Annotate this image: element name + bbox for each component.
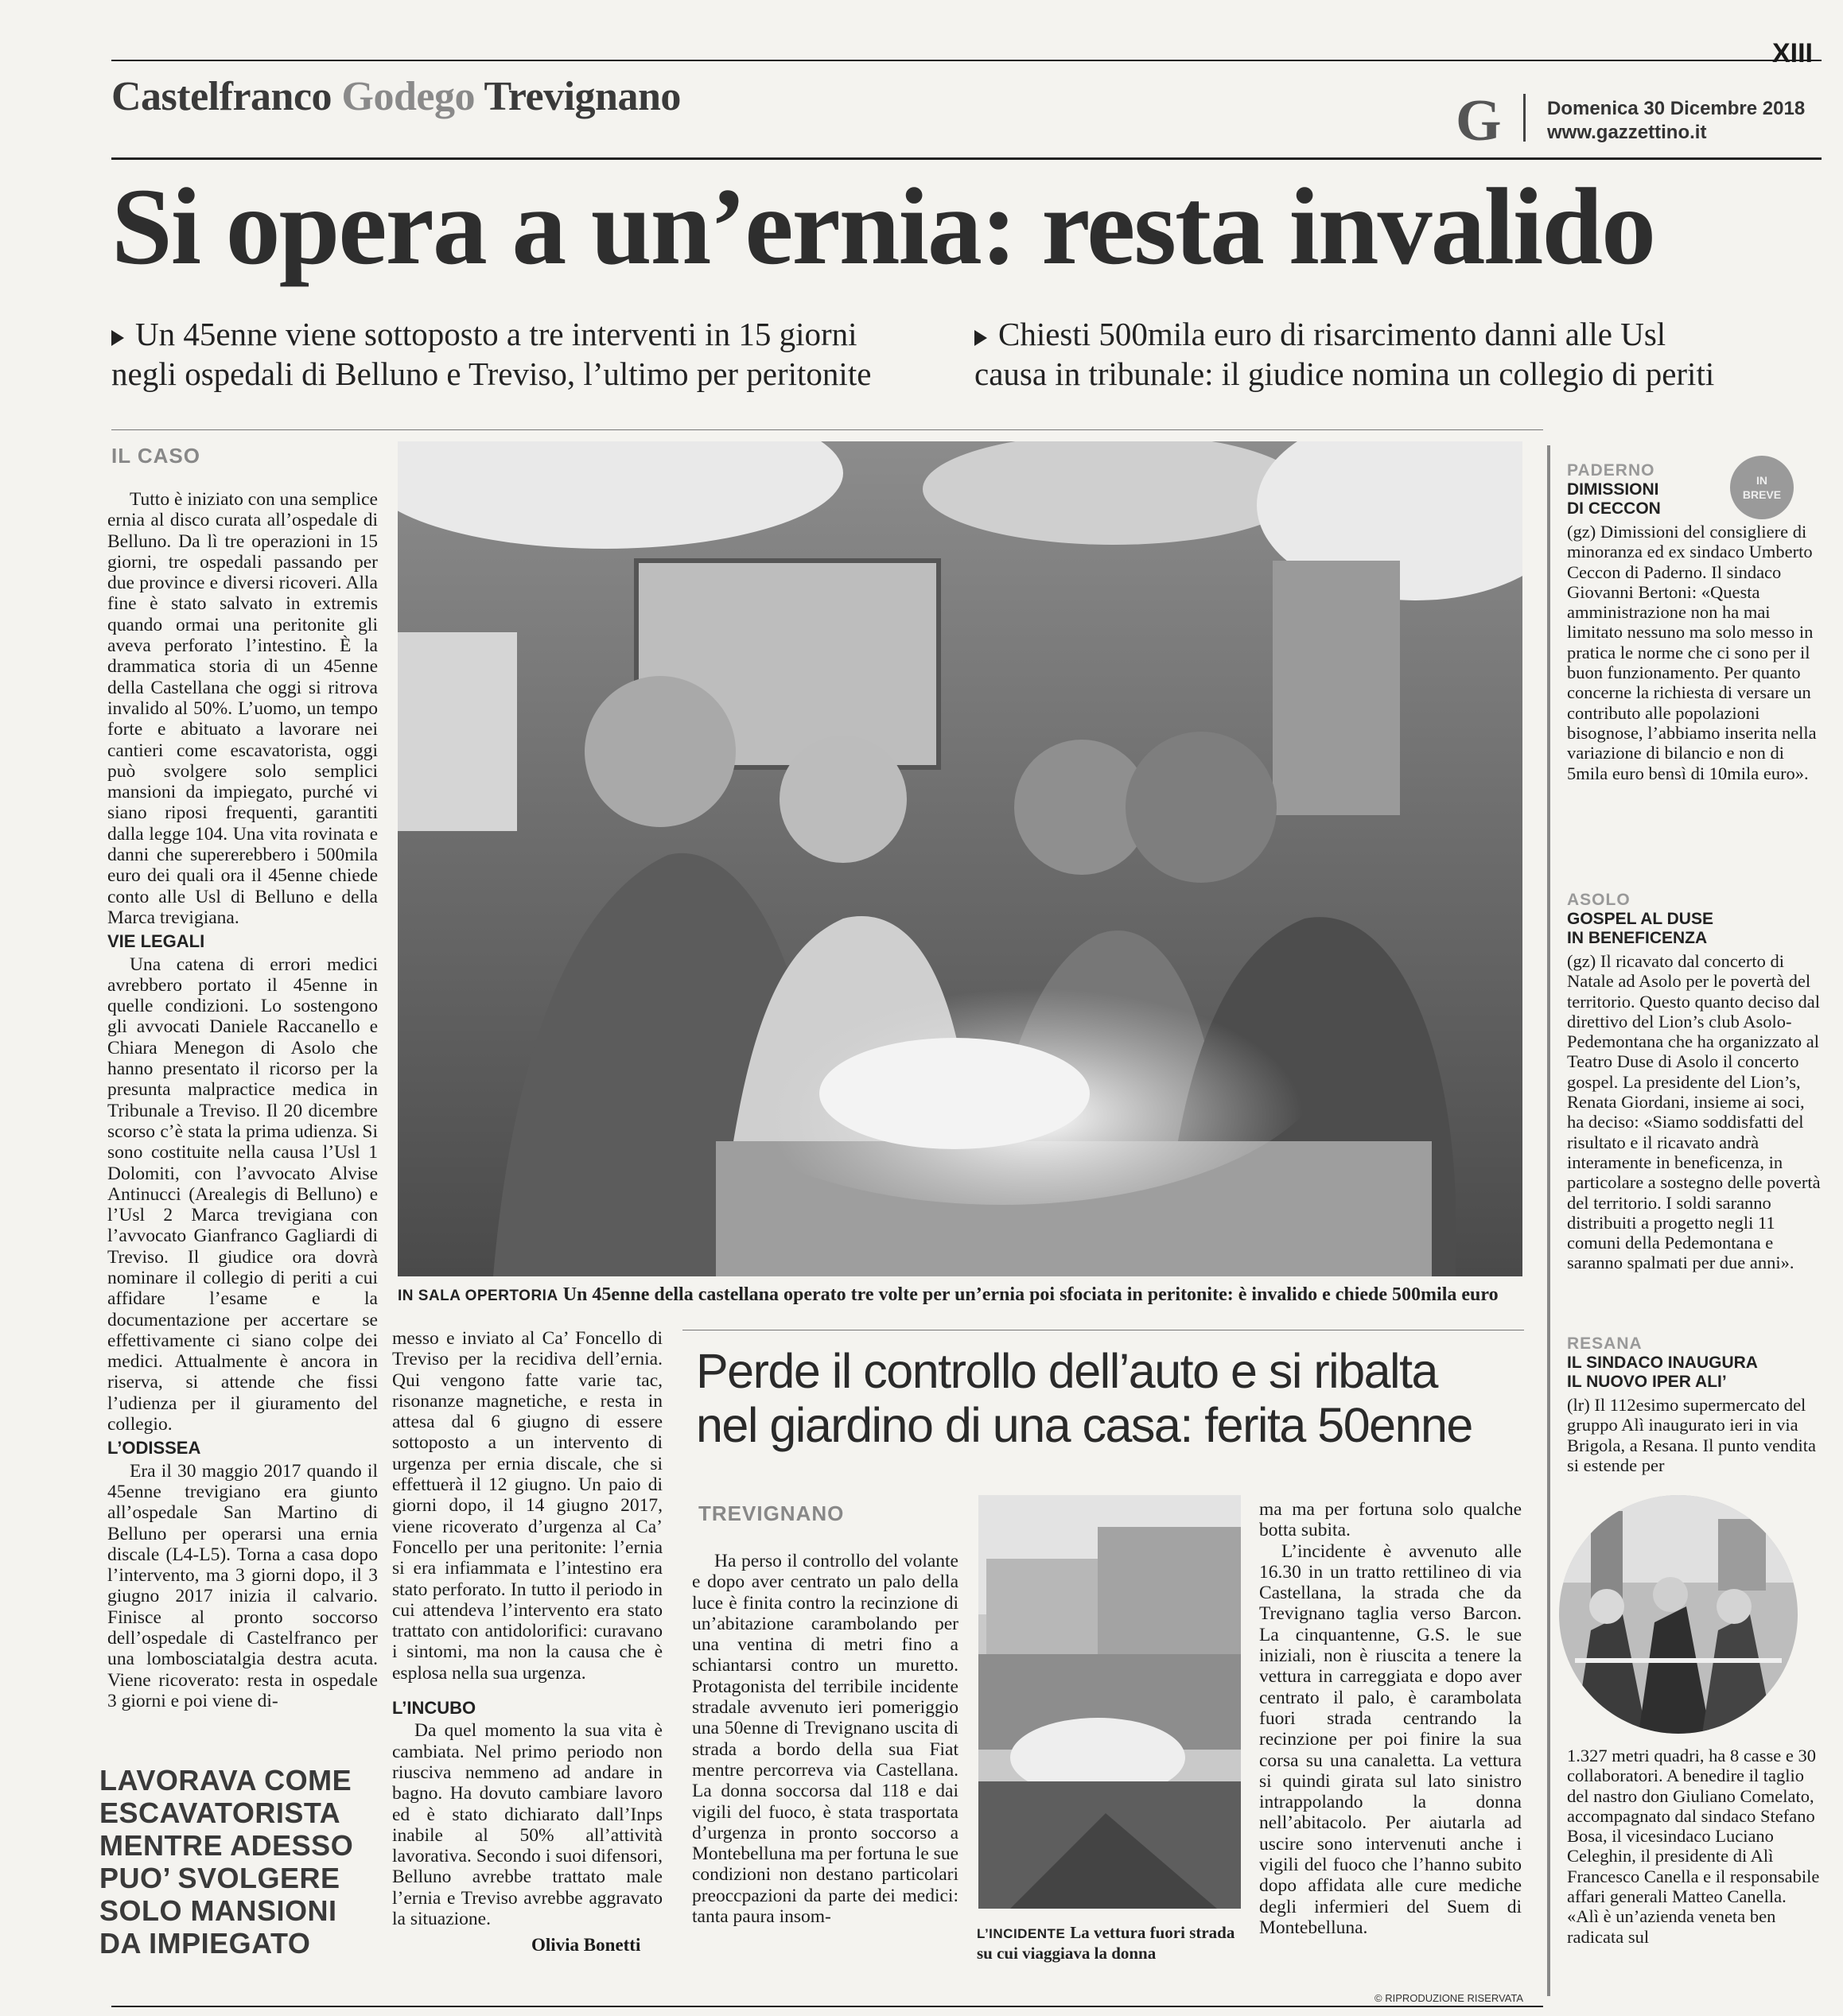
second-kicker: TREVIGNANO <box>698 1501 845 1525</box>
page-number: XIII <box>1771 38 1813 68</box>
sidebar-title-line: DIMISSIONI <box>1567 480 1659 499</box>
subhead-right-line1: Chiesti 500mila euro di risarcimento danni alle Usl <box>998 316 1666 352</box>
article-paragraph: Da quel momento la sua vita è cambiata. Nel primo periodo non riusciva nemmeno ad andare in bagno. Ha dovuto cambiare lavoro ed è stato dichiarato dall’Inps inabile al 50% all’attività lavorativa. Secondo i suoi difensori, Belluno avrebbe trattato male l’ernia e Treviso avrebbe aggravato la situazione. <box>392 1720 663 1930</box>
section-part-1: Castelfranco <box>111 74 332 119</box>
pull-quote <box>99 1764 386 1960</box>
caption-text: Un 45enne della castellana operato tre volte per un’ernia poi sfociata in peritonite: è invalido e chiede 500mila euro <box>562 1284 1499 1305</box>
article-paragraph: Era il 30 maggio 2017 quando il 45enne trevigiano era giunto all’ospedale San Martino di Belluno per operarsi una ernia discale (L4-L5). Torna a casa dopo l’intervento, ma 3 giorni dopo, il 3 giugno 2017 inizia il calvario. Finisce al pronto soccorso dell’ospedale di Castelfranco per una lombosciatalgia destra acuta. Viene ricoverato: resta in ospedale 3 giorni e poi viene di- <box>107 1460 378 1711</box>
bottom-rule <box>111 2006 1543 2007</box>
badge-line: BREVE <box>1742 488 1782 501</box>
sidebar-title-line: IL SINDACO INAUGURA <box>1567 1354 1758 1372</box>
section-part-2: Godego <box>341 74 475 119</box>
main-headline: Si opera a un’ernia: resta invalido <box>111 165 1655 287</box>
sidebar-text: (gz) Dimissioni del consigliere di minoranza ed ex sindaco Umberto Ceccon di Paderno. Il sindaco Giovanni Bertoni: «Questa amministrazione non ha mai limitato nessuno ma solo messo in pratica le norme che ci sono per il buon funzionamento. Per quanto concerne la richiesta di versare un contributo alle popolazioni bisognose, l’abbiamo inserita nella variazione di bilancio e non di 5mila euro bensì di 10mila euro». <box>1567 522 1817 783</box>
article-subhead: VIE LEGALI <box>107 931 205 952</box>
second-photo-caption <box>977 1923 1247 1964</box>
car-accident-photo <box>978 1495 1241 1909</box>
surgery-photo <box>398 441 1522 1276</box>
caption-label: IN SALA OPERTORIA <box>398 1288 558 1304</box>
sidebar-text-continued: 1.327 metri quadri, ha 8 casse e 30 collaboratori. A benedire il taglio del nastro don Giuliano Comelato, accompagnato dal sindaco Stefano Bosa, il vicesindaco Luciano Celeghin, il presidente di Alì Francesco Canella e il responsabile affari generali Matteo Canella. «Alì è un’azienda veneta ben radicata sul <box>1567 1746 1820 1947</box>
subhead-left-line2: negli ospedali di Belluno e Treviso, l’ultimo per peritonite <box>111 355 872 392</box>
subhead-right-line2: causa in tribunale: il giudice nomina un collegio di periti <box>974 355 1715 392</box>
article-subhead: L’INCUBO <box>392 1698 476 1719</box>
sidebar-item-paderno <box>1567 461 1822 783</box>
second-paragraph: L’incidente è avvenuto alle 16.30 in un tratto rettilineo di via Castellana, la strada che da Trevignano taglia verso Barcon. La cinquantenne, G.S. le sue iniziali, non è riuscita a tenere la vettura in carreggiata e dopo aver centrato il palo, è carambolata fuori strada centrando la recinzione per poi finire la sua corsa su una canaletta. La vettura si quindi girata sul lato sinistro intrappolando la donna nell’abitacolo. Per aiutarla ad uscire sono intervenuti anche i vigili del fuoco che l’hanno subito dopo affidata alle cure mediche degli infermieri del Suem di Montebelluna. <box>1259 1540 1522 1938</box>
arrow-right-icon <box>974 330 987 346</box>
sidebar-divider <box>1547 445 1550 1996</box>
byline: Olivia Bonetti <box>531 1935 641 1955</box>
photo-caption <box>398 1284 1527 1306</box>
badge-line: IN <box>1756 474 1767 487</box>
header-rule <box>111 157 1822 160</box>
second-column-2 <box>1259 1499 1522 1938</box>
subhead-left-line1: Un 45enne viene sottoposto a tre interventi in 15 giorni <box>135 316 857 352</box>
quote-line: ESCAVATORISTA <box>99 1797 341 1829</box>
sidebar-title <box>1567 910 1822 948</box>
quote-line: LAVORAVA COME <box>99 1764 352 1797</box>
second-caption-text: La vettura fuori strada su cui viaggiava la donna <box>977 1923 1235 1963</box>
article-paragraph: Una catena di errori medici avrebbero portato il 45enne in quelle condizioni. Lo sostengono gli avvocati Daniele Raccanello e Chiara Menegon di Asolo che hanno presentato il ricorso per la presunta malpractice medica in Tribunale a Treviso. Il 20 dicembre scorso c’è stata la prima udienza. Si sono costituite nella causa l’Usl 1 Dolomiti, con l’avvocato Alvise Antinucci (Arealegis di Belluno) e l’Usl 2 Marca trevigiana con l’avvocato Gianfranco Gagliardi di Treviso. Il giudice ora dovrà nominare il collegio di periti a cui affidare l’esame e la documentazione per accertare se effettivamente ci siano colpe dei medici. Attualmente è ancora in riserva, si attende che fissi l’udienza per il giuramento del collegio. <box>107 954 378 1435</box>
subhead-left <box>111 314 970 394</box>
sidebar-text: (lr) Il 112esimo supermercato del gruppo Alì inaugurato ieri in via Brigola, a Resana. Il punto vendita si estende per <box>1567 1395 1817 1475</box>
dateline <box>1547 97 1805 145</box>
subhead-right <box>974 314 1826 394</box>
article-column-1 <box>107 489 378 1711</box>
top-rule <box>111 60 1822 61</box>
ribbon-cutting-photo <box>1559 1495 1798 1734</box>
sidebar-kicker: RESANA <box>1567 1334 1643 1353</box>
section-part-3: Trevignano <box>484 74 681 119</box>
second-headline <box>696 1344 1539 1452</box>
second-headline-line1: Perde il controllo dell’auto e si ribalta <box>696 1344 1437 1398</box>
sidebar-title <box>1567 480 1822 519</box>
sidebar-title-line: IL NUOVO IPER ALI’ <box>1567 1373 1727 1391</box>
quote-line: PUO’ SVOLGERE <box>99 1862 340 1894</box>
subhead-rule <box>111 429 1543 430</box>
quote-line: SOLO MANSIONI <box>99 1894 337 1927</box>
issue-date: Domenica 30 Dicembre 2018 <box>1547 98 1806 119</box>
sidebar-text: (gz) Il ricavato dal concerto di Natale ad Asolo per le povertà del territorio. Questo quanto deciso dal direttivo del Lion’s club Asolo-Pedemontana che ha organizzato al Teatro Duse di Asolo il concerto gospel. La presidente del Lion’s, Renata Giordani, insieme ai soci, ha deciso: «Siamo soddisfatti del risultato e il ricavato andrà interamente in beneficenza, in particolare a sostegno delle povertà del territorio. I soldi saranno distribuiti a progetto negli 11 comuni della Pedemontana e saranno spalmati per due anni». <box>1567 951 1821 1273</box>
sidebar-kicker: ASOLO <box>1567 891 1631 909</box>
arrow-right-icon <box>111 330 124 346</box>
second-caption-label: L’INCIDENTE <box>977 1926 1066 1941</box>
sidebar-kicker: PADERNO <box>1567 461 1655 480</box>
sidebar-title-line: GOSPEL AL DUSE <box>1567 910 1713 928</box>
quote-line: MENTRE ADESSO <box>99 1829 354 1862</box>
newspaper-logo: G <box>1456 88 1502 153</box>
second-paragraph: Ha perso il controllo del volante e dopo aver centrato un palo della luce è finita contro la recinzione di un’abitazione carambolando per una ventina di metri fino a schiantarsi contro un muretto. Protagonista del terribile incidente stradale avvenuto ieri pomeriggio una 50enne di Trevignano uscita di strada a bordo della sua Fiat mentre percorreva via Castellana. La donna soccorsa dal 118 e dai vigili del fuoco, è stata trasportata d’urgenza in pronto soccorso a Montebelluna ma per fortuna le sue condizioni non destano particolari preoccpazioni da parte dei medici: tanta paura insom- <box>692 1551 958 1928</box>
article-kicker: IL CASO <box>111 444 200 468</box>
article-paragraph: Tutto è iniziato con una semplice ernia al disco curata all’ospedale di Belluno. Da lì tre operazioni in 15 giorni, tre ospedali passando per due province e diversi ricoveri. Alla fine è stato salvato in extremis quando ormai una peritonite gli aveva perforato l’intestino. È la drammatica storia di un 45enne della Castellana che oggi si ritrova invalido al 50%. L’uomo, un tempo forte e abituato a lavorare nei cantieri come escavatorista, oggi può svolgere solo semplici mansioni da impiegato, purché vi siano riposi frequenti, garantiti dalla legge 104. Una vita rovinata e danni che supererebbero i 500mila euro dei quali ora il 45enne chiede conto alle Usl di Belluno e della Marca trevigiana. <box>107 489 378 928</box>
second-paragraph: ma ma per fortuna solo qualche botta subita. <box>1259 1499 1522 1541</box>
second-headline-line2: nel giardino di una casa: ferita 50enne <box>696 1398 1472 1452</box>
article-subhead: L’ODISSEA <box>107 1438 201 1459</box>
second-column-1 <box>692 1551 958 1927</box>
sidebar-item-asolo <box>1567 891 1822 1273</box>
article-paragraph: messo e inviato al Ca’ Foncello di Treviso per la recidiva dell’ernia. Qui vengono fatte varie tac, risonanze magnetiche, e resta in attesa dal 6 giugno di essere sottoposto a un intervento di urgenza per ernia discale, che si effettuerà il 12 giugno. Un paio di giorni dopo, il 14 giugno 2017, viene ricoverato d’urgenza al Ca’ Foncello per una peritonite: l’ernia si era infiammata e l’intestino era stato perforato. In tutto il periodo in cui attendeva l’intervento era stato trattato con antidolorifici: curavano i sintomi, ma non la causa che è esplosa nella sua urgenza. <box>392 1328 663 1684</box>
sidebar-item-resana <box>1567 1334 1822 1475</box>
sidebar-title-line: IN BENEFICENZA <box>1567 929 1708 947</box>
article-column-2 <box>392 1328 663 1929</box>
website-link[interactable]: www.gazzettino.it <box>1547 122 1707 143</box>
quote-line: DA IMPIEGATO <box>99 1927 311 1960</box>
sidebar-title-line: DI CECCON <box>1567 499 1661 518</box>
logo-separator <box>1523 94 1526 142</box>
sidebar-title <box>1567 1354 1822 1392</box>
section-title <box>111 73 681 120</box>
copyright-notice: © RIPRODUZIONE RISERVATA <box>1374 1992 1524 2004</box>
